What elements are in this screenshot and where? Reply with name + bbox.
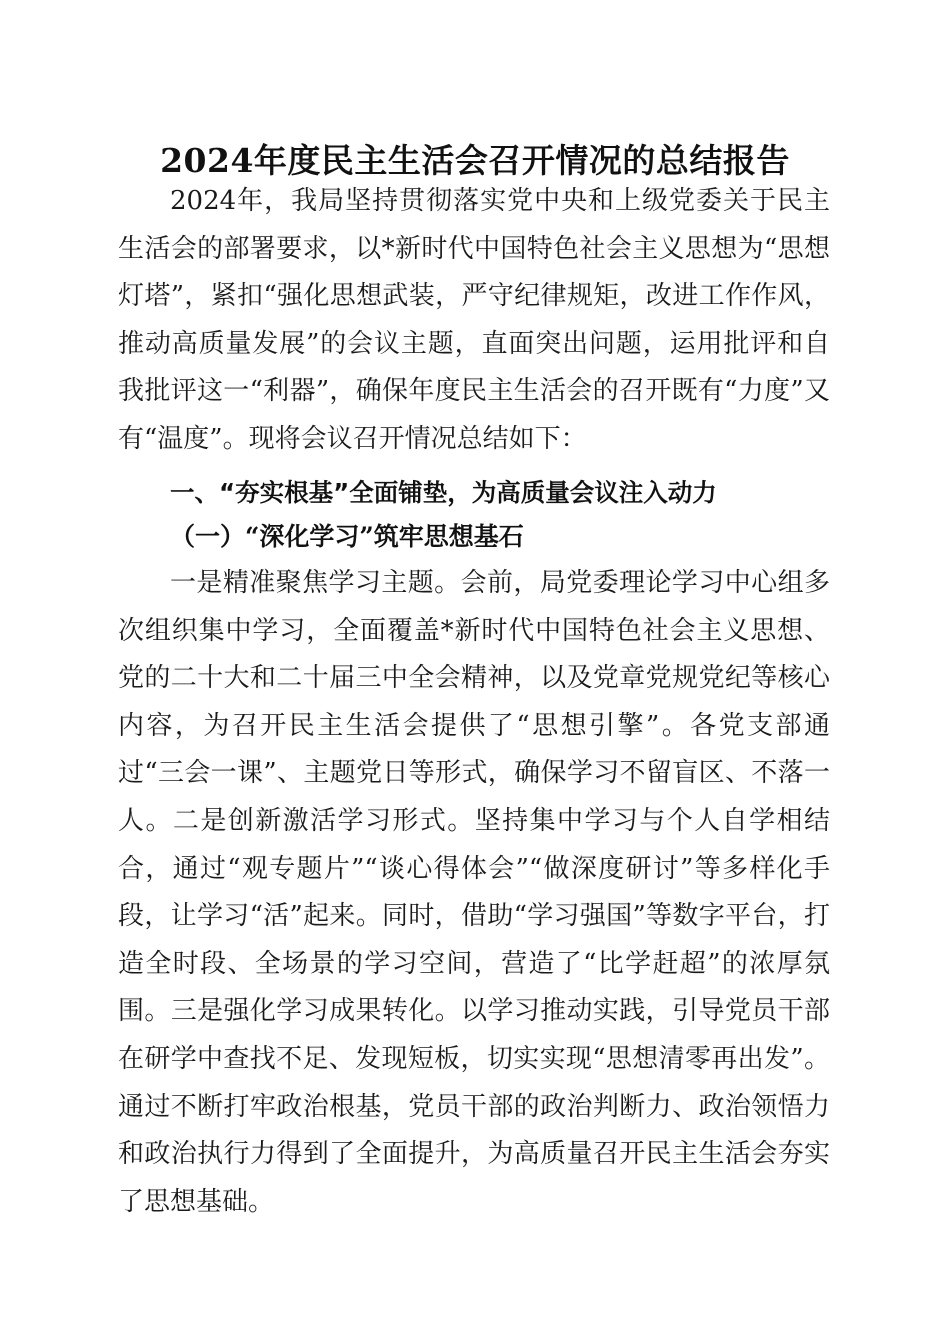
intro-paragraph: 2024年，我局坚持贯彻落实党中央和上级党委关于民主生活会的部署要求，以*新时代中国特色社会主义思想为“思想灯塔”，紧扣“强化思想武装，严守纪律规矩，改进工作作风，推动高质量发展”的会议主题，直面突出问题，运用批评和自我批评这一“利器”，确保年度民主生活会的召开既有“力度”又有“温度”。现将会议召开情况总结如下： [118,186,830,454]
subsection-heading: （一）“深化学习”筑牢思想基石 [170,522,524,551]
subsection-paragraph: 一是精准聚焦学习主题。会前，局党委理论学习中心组多次组织集中学习，全面覆盖*新时代中国特色社会主义思想、党的二十大和二十届三中全会精神，以及党章党规党纪等核心内容，为召开民主生活会提供了“思想引擎”。各党支部通过“三会一课”、主题党日等形式，确保学习不留盲区、不落一人。二是创新激活学习形式。坚持集中学习与个人自学相结合，通过“观专题片”“谈心得体会”“做深度研讨”等多样化手段，让学习“活”起来。同时，借助“学习强国”等数字平台，打造全时段、全场景的学习空间，营造了“比学赶超”的浓厚氛围。三是强化学习成果转化。以学习推动实践，引导党员干部在研学中查找不足、发现短板，切实实现“思想清零再出发”。通过不断打牢政治根基，党员干部的政治判断力、政治领悟力和政治执行力得到了全面提升，为高质量召开民主生活会夯实了思想基础。 [118,568,830,1217]
document-title: 2024年度民主生活会召开情况的总结报告 [160,141,790,180]
section-heading: 一、“夯实根基”全面铺垫，为高质量会议注入动力 [170,478,717,507]
